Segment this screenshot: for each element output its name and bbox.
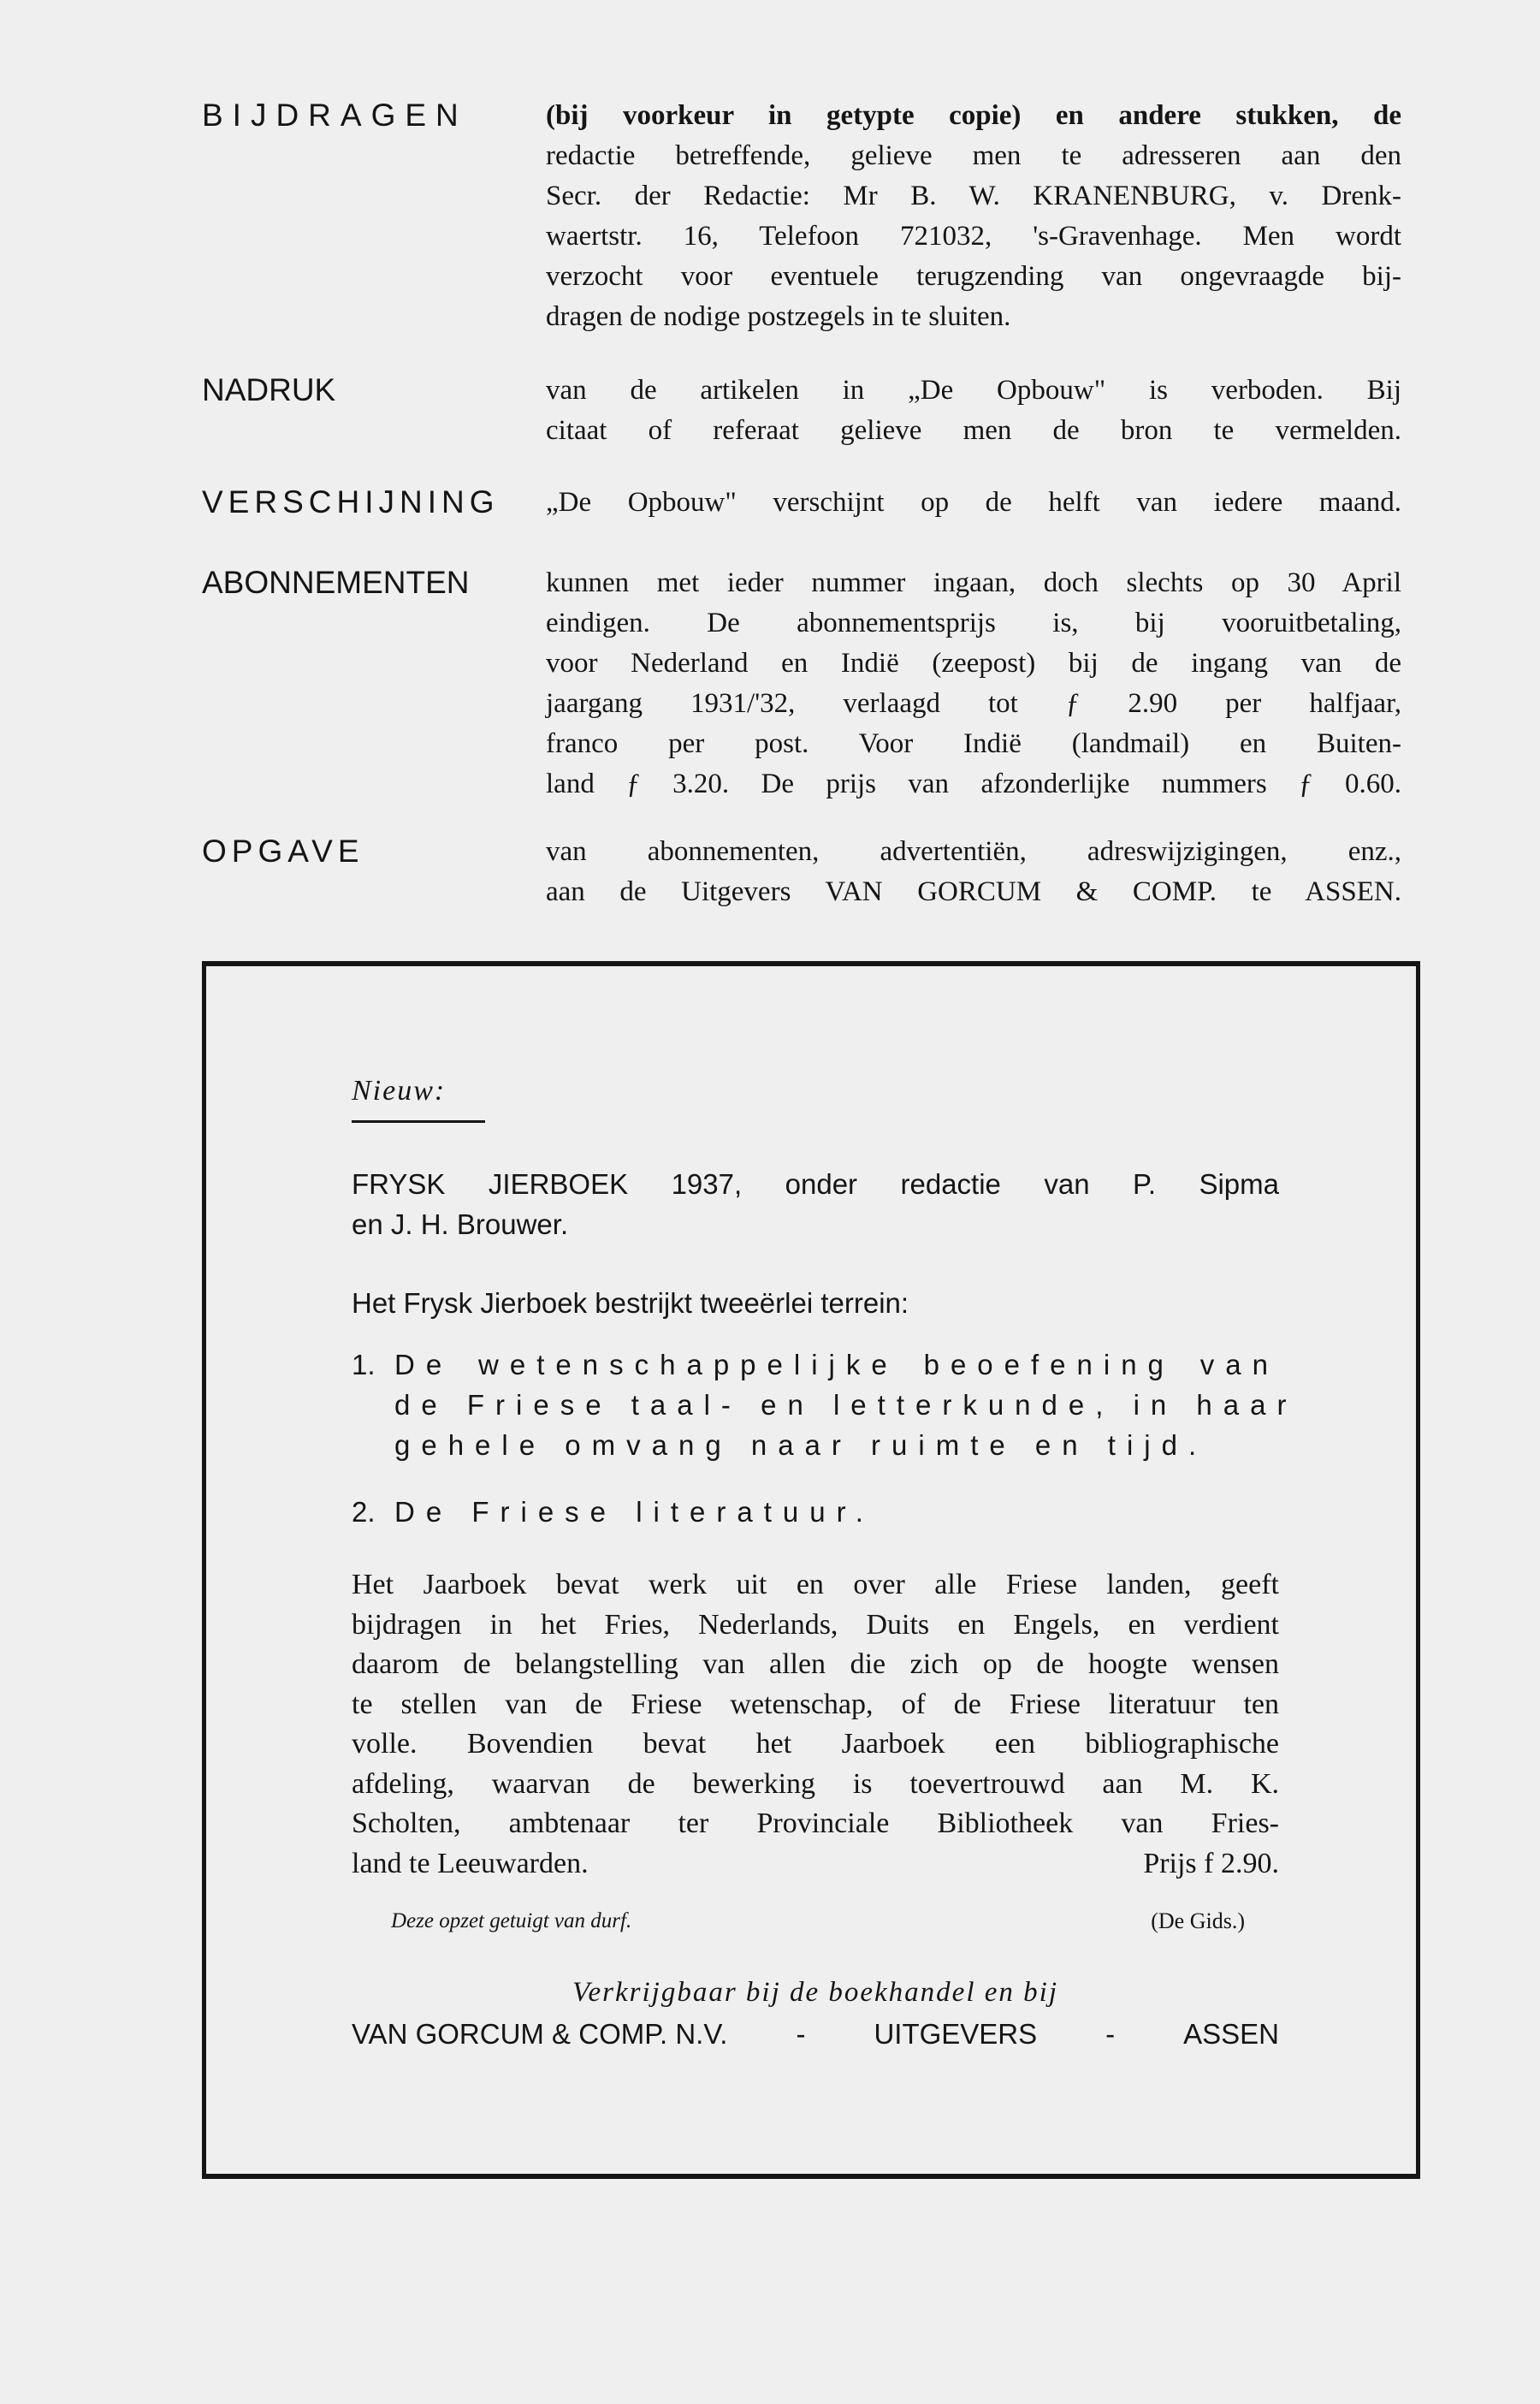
text-line: daarom de belangstelling van allen die zich op de hoogte wensen	[352, 1648, 1279, 1680]
new-label: Nieuw:	[352, 1075, 447, 1107]
text-line: De wetenschappelijke beoefening van	[394, 1349, 1279, 1380]
publisher-name: VAN GORCUM & COMP. N.V.	[352, 2018, 728, 2050]
info-text	[546, 832, 1401, 912]
separator: -	[1105, 2018, 1116, 2050]
info-text	[546, 96, 1401, 136]
text-line: Secr. der Redactie: Mr B. W. KRANENBURG, v. Drenk-	[546, 181, 1401, 211]
price-line	[352, 1844, 1279, 1885]
text-line: afdeling, waarvan de bewerking is toevertrouwd aan M. K.	[352, 1767, 1279, 1800]
text-line: franco per post. Voor Indië (landmail) en Buiten-	[546, 728, 1401, 759]
quote-text: Deze opzet getuigt van durf.	[391, 1909, 632, 1932]
info-text	[546, 483, 1401, 523]
text-line: volle. Bovendien bevat het Jaarboek een bibliographische	[352, 1728, 1279, 1760]
advertisement-box	[202, 961, 1420, 2179]
text-line: te stellen van de Friese wetenschap, of de Friese literatuur ten	[352, 1688, 1279, 1720]
publisher-role: UITGEVERS	[874, 2018, 1038, 2050]
book-title	[352, 1164, 1279, 1244]
text-line: waertstr. 16, Telefoon 721032, 's-Gravenhage. Men wordt	[546, 221, 1401, 252]
info-text	[546, 371, 1401, 451]
info-label: OPGAVE	[202, 834, 364, 869]
text-line: De Friese literatuur.	[394, 1496, 874, 1528]
list-item	[394, 1492, 1279, 1532]
list-number: 1.	[352, 1349, 376, 1380]
text-line: Het Jaarboek bevat werk uit en over alle Friese landen, geeft	[352, 1569, 1279, 1600]
text-line: eindigen. De abonnementsprijs is, bij vooruitbetaling,	[546, 608, 1401, 638]
text-line: citaat of referaat gelieve men de bron te vermelden.	[546, 415, 1401, 446]
text-line: van de artikelen in „De Opbouw" is verboden. Bij	[546, 375, 1401, 406]
underline-rule	[352, 1120, 485, 1123]
text-line: (bij voorkeur in getypte copie) en andere stukken, de	[546, 100, 1401, 131]
availability-text: Verkrijgbaar bij de boekhandel en bij	[572, 1977, 1058, 2008]
text-line: verzocht voor eventuele terugzending van ongevraagde bij-	[546, 261, 1401, 292]
text-line: Scholten, ambtenaar ter Provinciale Bibliotheek van Fries-	[352, 1807, 1279, 1839]
text-line: dragen de nodige postzegels in te sluiten.	[546, 301, 1011, 332]
review-quote	[352, 1906, 1279, 1937]
text-line: aan de Uitgevers VAN GORCUM & COMP. te ASSEN.	[546, 876, 1401, 907]
text-line: land ƒ 3.20. De prijs van afzonderlijke nummers ƒ 0.60.	[546, 769, 1401, 799]
info-label: VERSCHIJNING	[202, 484, 500, 519]
info-text	[546, 563, 1401, 804]
text-line: gehele omvang naar ruimte en tijd.	[394, 1429, 1208, 1461]
text-line: Het Frysk Jierboek bestrijkt tweeërlei terrein:	[352, 1287, 909, 1319]
info-label: ABONNEMENTEN	[202, 565, 470, 600]
text-line: voor Nederland en Indië (zeepost) bij de ingang van de	[546, 648, 1401, 679]
text-line: land te Leeuwarden.	[352, 1847, 589, 1879]
text-line: kunnen met ieder nummer ingaan, doch slechts op 30 April	[546, 567, 1401, 598]
publisher-line	[352, 2015, 1279, 2054]
publisher-city: ASSEN	[1183, 2018, 1279, 2050]
description	[352, 1565, 1279, 1884]
separator: -	[796, 2018, 806, 2050]
info-label: NADRUK	[202, 372, 336, 407]
intro-text	[352, 1283, 1279, 1323]
info-label: BIJDRAGEN	[202, 98, 468, 133]
list-item	[394, 1344, 1298, 1465]
text-line: redactie betreffende, gelieve men te adresseren aan den	[546, 140, 1401, 171]
list-number: 2.	[352, 1496, 376, 1528]
text-line: van abonnementen, advertentiën, adreswijzigingen, enz.,	[546, 836, 1401, 867]
text-line: „De Opbouw" verschijnt op de helft van iedere maand.	[546, 487, 1401, 518]
price: Prijs f 2.90.	[1143, 1847, 1279, 1879]
info-text-rest	[546, 136, 1401, 337]
text-line: de Friese taal- en letterkunde, in haar	[394, 1389, 1298, 1421]
text-line: FRYSK JIERBOEK 1937, onder redactie van P. Sipma	[352, 1168, 1279, 1200]
text-line: bijdragen in het Fries, Nederlands, Duits en Engels, en verdient	[352, 1608, 1279, 1641]
quote-source: (De Gids.)	[1151, 1908, 1245, 1933]
text-line: en J. H. Brouwer.	[352, 1208, 569, 1240]
text-line: jaargang 1931/'32, verlaagd tot ƒ 2.90 per halfjaar,	[546, 688, 1401, 719]
